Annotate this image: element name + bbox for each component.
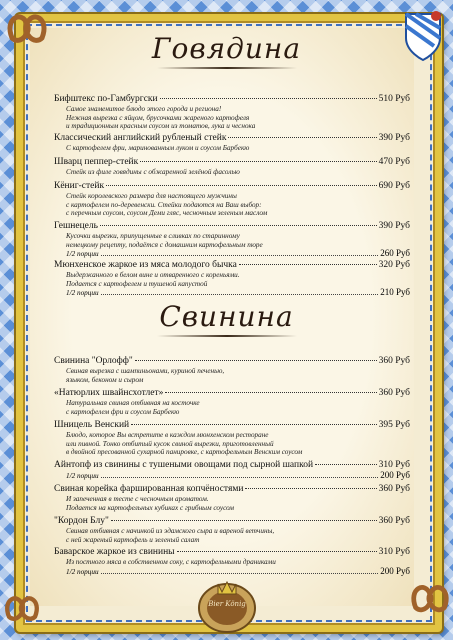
item-name: Кёниг-стейк (54, 181, 105, 191)
menu-item (54, 516, 410, 544)
item-price: 360 Руб (378, 484, 410, 494)
menu-item (54, 181, 410, 218)
item-price: 360 Руб (378, 356, 410, 366)
menu-item (54, 484, 410, 512)
item-price: 360 Руб (378, 388, 410, 398)
item-description: Свиная вырезка с шампиньонами, куриной печенью, языком, беконом и сыром (66, 367, 225, 384)
item-name: Гешнецель (54, 221, 98, 231)
item-price: 320 Руб (378, 260, 410, 270)
item-name: "Кордон Блу" (54, 516, 109, 526)
item-description: И запеченная в тесте с чесночным ароматом. Подается на картофельных кубиках с грибным соусом (66, 495, 234, 512)
section-title-pork: Свинина (0, 300, 453, 337)
item-name: Баварское жаркое из свинины (54, 547, 175, 557)
section-title-beef: Говядина (0, 32, 453, 69)
menu-item (54, 420, 410, 457)
item-name: Бифштекс по-Гамбургски (54, 94, 158, 104)
item-name: Мюнхенское жаркое из мяса молодого бычка (54, 260, 237, 270)
item-description: Кусочки вырезки, припущенные в сливках по старинному немецкому рецепту, подаётся с домашним картофельным пюре (66, 232, 263, 249)
half-portion-row: 1/2 порции 210 Руб (66, 287, 410, 298)
item-description: Стейк королевского размера для настоящего мужчины с картофелем по-деревенски. Стейки подаются на Ваш выбор: с перечным соусом, соусом Деми гляс, чесночным зеленым маслом (66, 192, 268, 218)
menu-item (54, 221, 410, 259)
item-name: Свиная корейка фаршированная копчёностями (54, 484, 244, 494)
menu-item (54, 260, 410, 298)
half-portion-row: 1/2 порции 200 Руб (66, 470, 410, 480)
item-price: 310 Руб (378, 460, 410, 470)
menu-item (54, 94, 410, 131)
item-price: 470 Руб (378, 157, 410, 167)
item-description: Самое знаменитое блюдо этого города и региона! Нежная вырезка с яйцом, брусочками жареного картофеля и традиционным красным соусом из томатов, лука и чеснока (66, 105, 256, 131)
half-portion-row: 1/2 порции 260 Руб (66, 248, 410, 259)
item-name: Шварц пеппер-стейк (54, 157, 139, 167)
pretzel-icon (408, 578, 452, 618)
item-description: Свиная отбивная с начинкой из эдамского сыра и вареной ветчины, с ней жареный картофель и зеленый салат (66, 527, 275, 544)
item-name: Классический английский рубленый стейк (54, 133, 227, 143)
item-name: «Натюрлих швайнсхотлет» (54, 388, 164, 398)
item-description: Натуральная свиная отбивная на косточке с картофелем фри и соусом Барбекю (66, 399, 200, 416)
pretzel-icon (2, 590, 42, 626)
menu-item (54, 133, 410, 153)
item-description: С картофелем фри, маринованным луком и соусом Барбекю (66, 144, 250, 152)
menu-item (54, 547, 410, 576)
menu-item (54, 356, 410, 384)
item-description: Выдержанного в белом вине и отваренного с кореньями. Подается с картофелем и тушеной капустой (66, 271, 240, 288)
item-description: Из постного мяса в собственном соку, с картофельными драниками (66, 558, 276, 566)
item-description: Стейк из филе говядины с обжаренной зелёной фасолью (66, 168, 240, 176)
item-name: Шницель Венский (54, 420, 130, 430)
menu-item (54, 388, 410, 416)
half-portion-row: 1/2 порции 200 Руб (66, 565, 410, 576)
item-description: Блюдо, которое Вы встретите в каждом мюнхенском ресторане или пивной. Тонко отбитый кусок свиной вырезки, приготовленный в двойной пресованной сухарной панировке, с картофельным Венским соусом (66, 431, 303, 457)
item-name: Свинина "Орлофф" (54, 356, 133, 366)
item-price: 390 Руб (378, 133, 410, 143)
item-price: 310 Руб (378, 547, 410, 557)
item-price: 395 Руб (378, 420, 410, 430)
item-price: 510 Руб (378, 94, 410, 104)
item-price: 390 Руб (378, 221, 410, 231)
menu-item (54, 460, 410, 481)
logo-text: Bier König (208, 600, 246, 608)
menu-item (54, 157, 410, 177)
item-name: Айнтопф из свинины с тушеными овощами под сырной шапкой (54, 460, 314, 470)
item-price: 690 Руб (378, 181, 410, 191)
item-price: 360 Руб (378, 516, 410, 526)
